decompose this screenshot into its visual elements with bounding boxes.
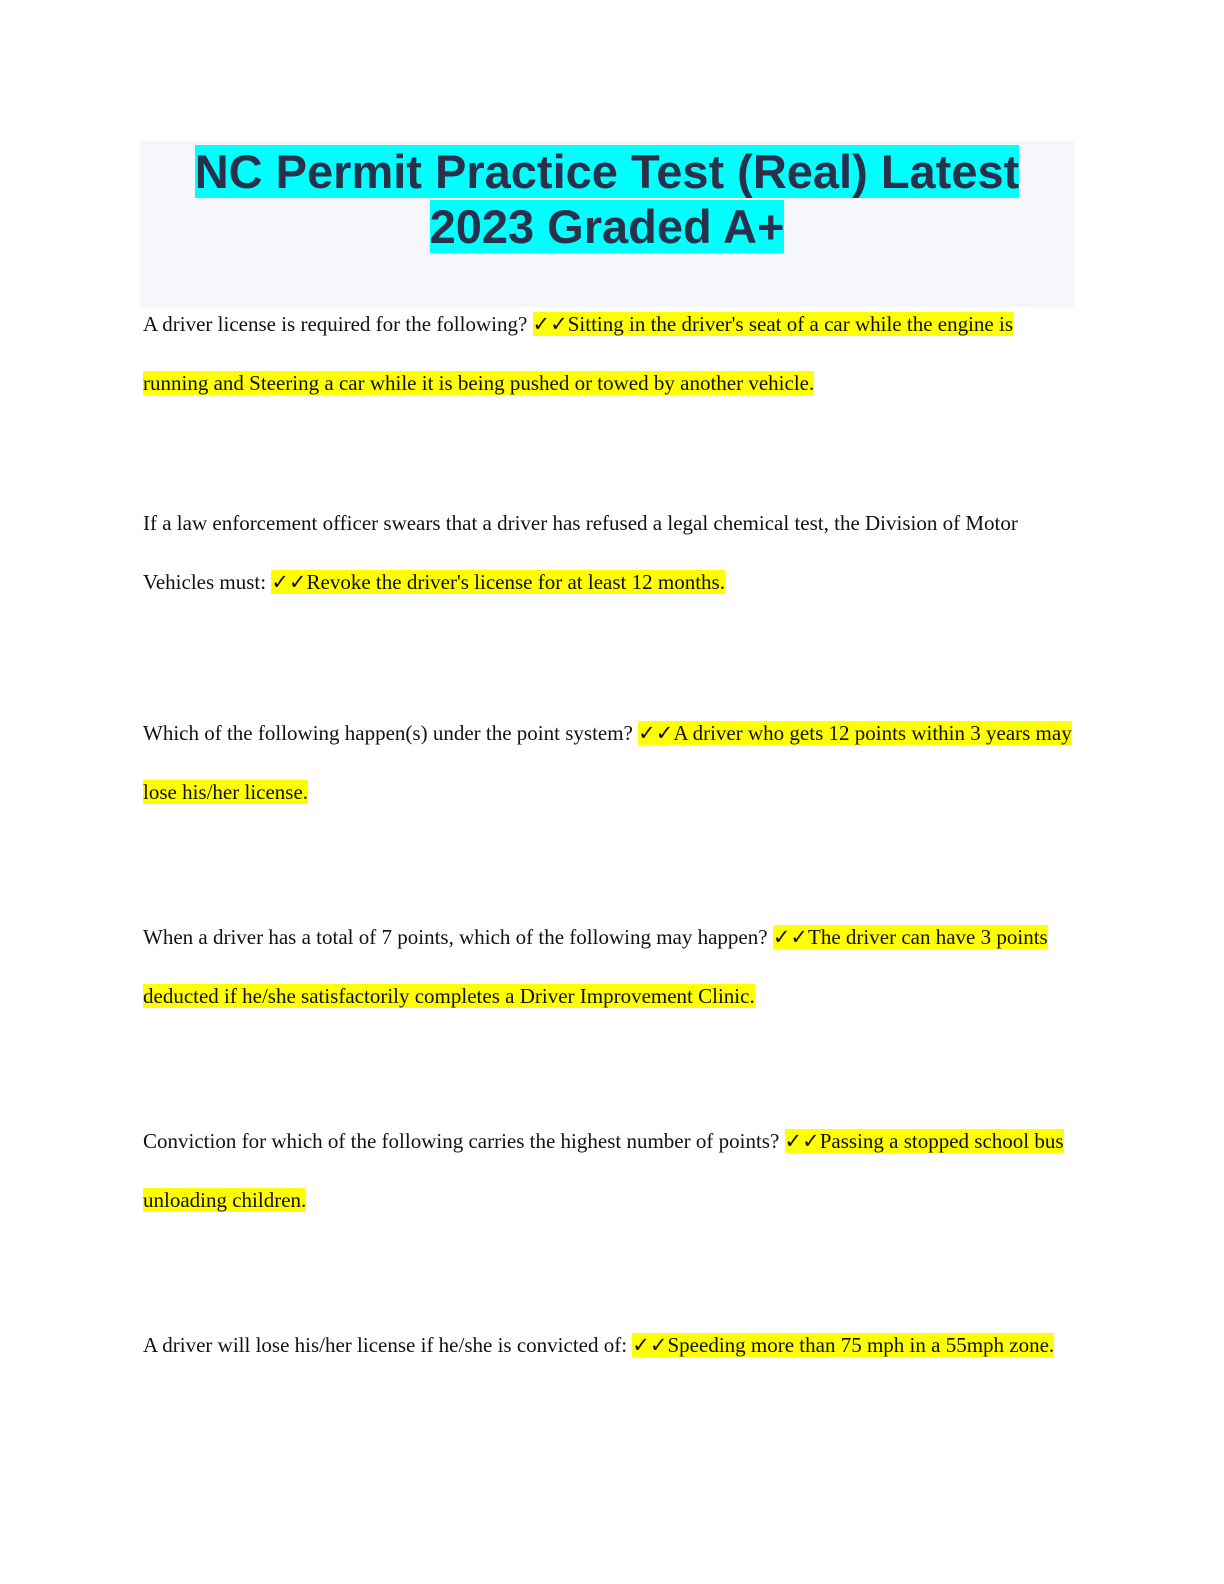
double-check-icon: ✓✓ <box>772 925 809 949</box>
qa-item-1 <box>143 295 1083 413</box>
question-text: Conviction for which of the following carries the highest number of points? <box>143 1129 780 1153</box>
answer-text: The driver can have 3 points deducted if he/she satisfactorily completes a Driver Improvement Clinic. <box>143 925 1048 1008</box>
answer-highlight <box>632 1333 1054 1357</box>
double-check-icon: ✓✓ <box>271 570 307 594</box>
answer-text: Revoke the driver's license for at least 12 months. <box>306 570 725 594</box>
question-text: A driver will lose his/her license if he/she is convicted of: <box>143 1333 628 1357</box>
question-text: Which of the following happen(s) under the point system? <box>143 721 633 745</box>
title-line-2: 2023 Graded A+ <box>429 200 785 253</box>
question-text: If a law enforcement officer swears that a driver has refused a legal chemical test, the Division of Motor Vehicles must: <box>143 511 1018 594</box>
title-line-1: NC Permit Practice Test (Real) Latest <box>194 145 1020 198</box>
title-block <box>140 141 1074 307</box>
qa-item-5 <box>143 1112 1083 1230</box>
document-title <box>140 141 1074 254</box>
answer-text: Sitting in the driver's seat of a car while the engine is running and Steering a car while it is being pushed or towed by another vehicle. <box>143 312 1013 395</box>
question-text: When a driver has a total of 7 points, which of the following may happen? <box>143 925 768 949</box>
double-check-icon: ✓✓ <box>632 1333 668 1357</box>
double-check-icon: ✓✓ <box>784 1129 820 1153</box>
answer-text: Passing a stopped school bus unloading children. <box>143 1129 1064 1212</box>
double-check-icon: ✓✓ <box>638 721 674 745</box>
double-check-icon: ✓✓ <box>532 312 568 336</box>
qa-item-2 <box>143 494 1083 612</box>
qa-item-6 <box>143 1316 1083 1375</box>
answer-text: Speeding more than 75 mph in a 55mph zone. <box>667 1333 1055 1357</box>
answer-highlight <box>271 570 725 594</box>
qa-item-3 <box>143 704 1083 822</box>
qa-item-4 <box>143 908 1083 1026</box>
question-text: A driver license is required for the following? <box>143 312 528 336</box>
answer-text: A driver who gets 12 points within 3 years may lose his/her license. <box>143 721 1072 804</box>
